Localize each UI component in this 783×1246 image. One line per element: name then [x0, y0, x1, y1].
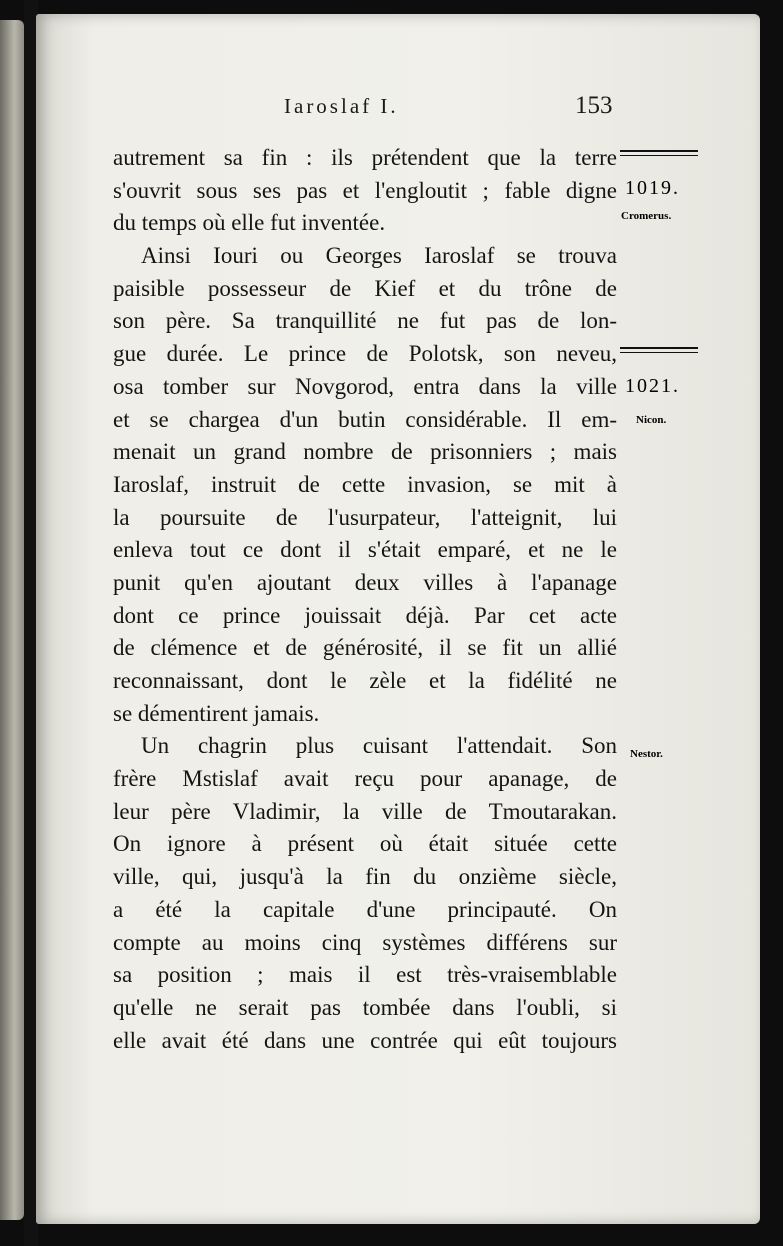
page-number: 153	[575, 92, 613, 119]
text-line: ville, qui, jusqu'à la fin du onzième siècle,	[113, 864, 617, 890]
text-line: du temps où elle fut inventée.	[113, 210, 386, 236]
margin-rule	[620, 150, 698, 156]
text-line: de clémence et de générosité, il se fit un allié	[113, 635, 617, 661]
text-line: son père. Sa tranquillité ne fut pas de lon-	[113, 308, 617, 334]
text-line: dont ce prince jouissait déjà. Par cet acte	[113, 602, 617, 628]
text-line: menait un grand nombre de prisonniers ; mais	[113, 439, 617, 465]
margin-source: Cromerus.	[621, 210, 672, 222]
text-line: elle avait été dans une contrée qui eût toujours	[113, 1027, 617, 1053]
margin-rule	[620, 347, 698, 353]
text-line: Iaroslaf, instruit de cette invasion, se mit à	[113, 471, 617, 497]
page-header	[0, 94, 783, 134]
text-line: a été la capitale d'une principauté. On	[113, 896, 617, 922]
text-line: qu'elle ne serait pas tombée dans l'oubli, si	[113, 994, 617, 1020]
margin-year: 1019.	[625, 177, 680, 199]
text-line: Un chagrin plus cuisant l'attendait. Son	[141, 733, 617, 759]
text-line: enleva tout ce dont il s'était emparé, et ne le	[113, 537, 617, 563]
text-line: sa position ; mais il est très-vraisemblable	[113, 962, 617, 988]
text-line: reconnaissant, dont le zèle et la fidélité ne	[113, 668, 617, 693]
text-line: se démentirent jamais.	[113, 700, 320, 726]
text-line: s'ouvrit sous ses pas et l'engloutit ; fable digne	[113, 177, 617, 203]
margin-source: Nestor.	[630, 748, 663, 760]
text-line: osa tomber sur Novgorod, entra dans la ville	[113, 373, 617, 399]
text-line: leur père Vladimir, la ville de Tmoutarakan.	[113, 798, 617, 824]
text-line: compte au moins cinq systèmes différens sur	[113, 929, 617, 955]
text-line: Ainsi Iouri ou Georges Iaroslaf se trouva	[141, 243, 617, 269]
text-line: la poursuite de l'usurpateur, l'atteignit, lui	[113, 504, 617, 530]
text-line: paisible possesseur de Kief et du trône de	[113, 275, 617, 301]
running-title: Iaroslaf I.	[284, 94, 399, 118]
facing-page-edge	[0, 20, 24, 1220]
text-line: gue durée. Le prince de Polotsk, son neveu,	[113, 341, 617, 367]
text-line: autrement sa fin : ils prétendent que la terre	[113, 145, 617, 170]
text-line: frère Mstislaf avait reçu pour apanage, de	[113, 766, 617, 792]
body-text	[113, 142, 617, 1057]
text-line: punit qu'en ajoutant deux villes à l'apanage	[113, 569, 617, 595]
text-line: On ignore à présent où était située cette	[113, 831, 617, 857]
margin-source: Nicon.	[636, 414, 667, 426]
text-line: et se chargea d'un butin considérable. Il em-	[113, 406, 617, 432]
margin-year: 1021.	[625, 375, 680, 397]
